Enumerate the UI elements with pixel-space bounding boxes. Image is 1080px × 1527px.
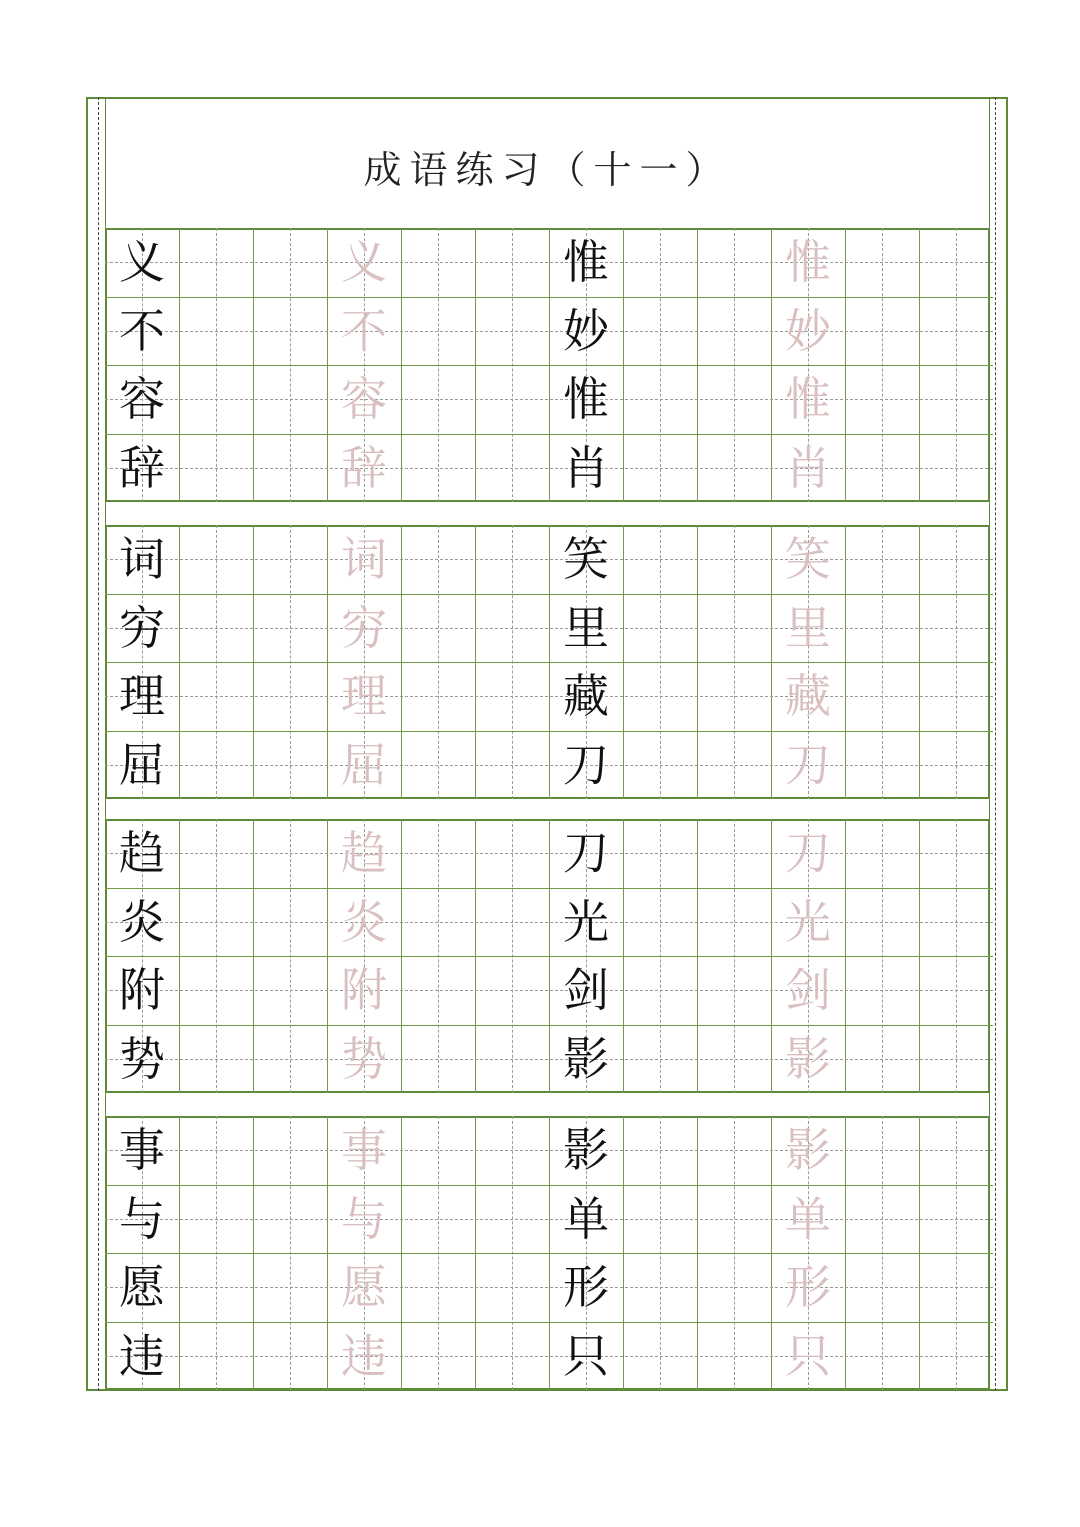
trace-character: 笑: [785, 532, 831, 586]
model-character: 惟: [563, 235, 609, 289]
trace-character: 只: [785, 1328, 831, 1383]
left-margin-rail: [98, 97, 99, 1391]
model-character: 妙: [563, 303, 609, 358]
model-character: 刀: [563, 737, 609, 792]
trace-character: 与: [341, 1191, 387, 1246]
model-character: 趋: [119, 826, 165, 880]
trace-character: 穷: [341, 600, 387, 655]
model-character: 刀: [563, 826, 609, 880]
trace-character: 屈: [341, 737, 387, 792]
trace-character: 藏: [785, 669, 831, 723]
model-character: 不: [119, 303, 165, 358]
trace-character: 容: [341, 372, 387, 426]
page-title: 成语练习（十一）: [363, 148, 732, 192]
trace-character: 影: [785, 1123, 831, 1177]
trace-character: 愿: [341, 1260, 387, 1314]
model-character: 穷: [119, 600, 165, 655]
model-character: 势: [119, 1031, 165, 1086]
model-character: 惟: [563, 372, 609, 426]
model-character: 影: [563, 1031, 609, 1086]
model-character: 笑: [563, 532, 609, 586]
model-character: 与: [119, 1191, 165, 1246]
right-margin-rail: [995, 97, 996, 1391]
model-character: 事: [119, 1123, 165, 1177]
model-character: 形: [563, 1260, 609, 1314]
model-character: 容: [119, 372, 165, 426]
trace-character: 义: [341, 235, 387, 289]
trace-character: 理: [341, 669, 387, 723]
model-character: 理: [119, 669, 165, 723]
block-gap: [105, 1093, 990, 1116]
model-character: 肖: [563, 440, 609, 495]
trace-character: 刀: [785, 826, 831, 880]
trace-character: 剑: [785, 963, 831, 1017]
trace-character: 惟: [785, 235, 831, 289]
trace-character: 里: [785, 600, 831, 655]
trace-character: 违: [341, 1328, 387, 1383]
trace-character: 词: [341, 532, 387, 586]
trace-character: 不: [341, 303, 387, 358]
trace-character: 妙: [785, 303, 831, 358]
model-character: 愿: [119, 1260, 165, 1314]
model-character: 只: [563, 1328, 609, 1383]
trace-character: 辞: [341, 440, 387, 495]
model-character: 违: [119, 1328, 165, 1383]
trace-character: 势: [341, 1031, 387, 1086]
model-character: 里: [563, 600, 609, 655]
title-box: [105, 97, 990, 228]
trace-character: 单: [785, 1191, 831, 1246]
trace-character: 事: [341, 1123, 387, 1177]
trace-character: 影: [785, 1031, 831, 1086]
trace-character: 形: [785, 1260, 831, 1314]
model-character: 藏: [563, 669, 609, 723]
model-character: 义: [119, 235, 165, 289]
model-character: 影: [563, 1123, 609, 1177]
block-gap: [105, 799, 990, 819]
trace-character: 刀: [785, 737, 831, 792]
model-character: 光: [563, 894, 609, 949]
model-character: 辞: [119, 440, 165, 495]
trace-character: 附: [341, 963, 387, 1017]
model-character: 附: [119, 963, 165, 1017]
model-character: 炎: [119, 894, 165, 949]
trace-character: 趋: [341, 826, 387, 880]
trace-character: 光: [785, 894, 831, 949]
trace-character: 炎: [341, 894, 387, 949]
model-character: 剑: [563, 963, 609, 1017]
trace-character: 肖: [785, 440, 831, 495]
block-gap: [105, 502, 990, 525]
model-character: 单: [563, 1191, 609, 1246]
trace-character: 惟: [785, 372, 831, 426]
model-character: 词: [119, 532, 165, 586]
model-character: 屈: [119, 737, 165, 792]
